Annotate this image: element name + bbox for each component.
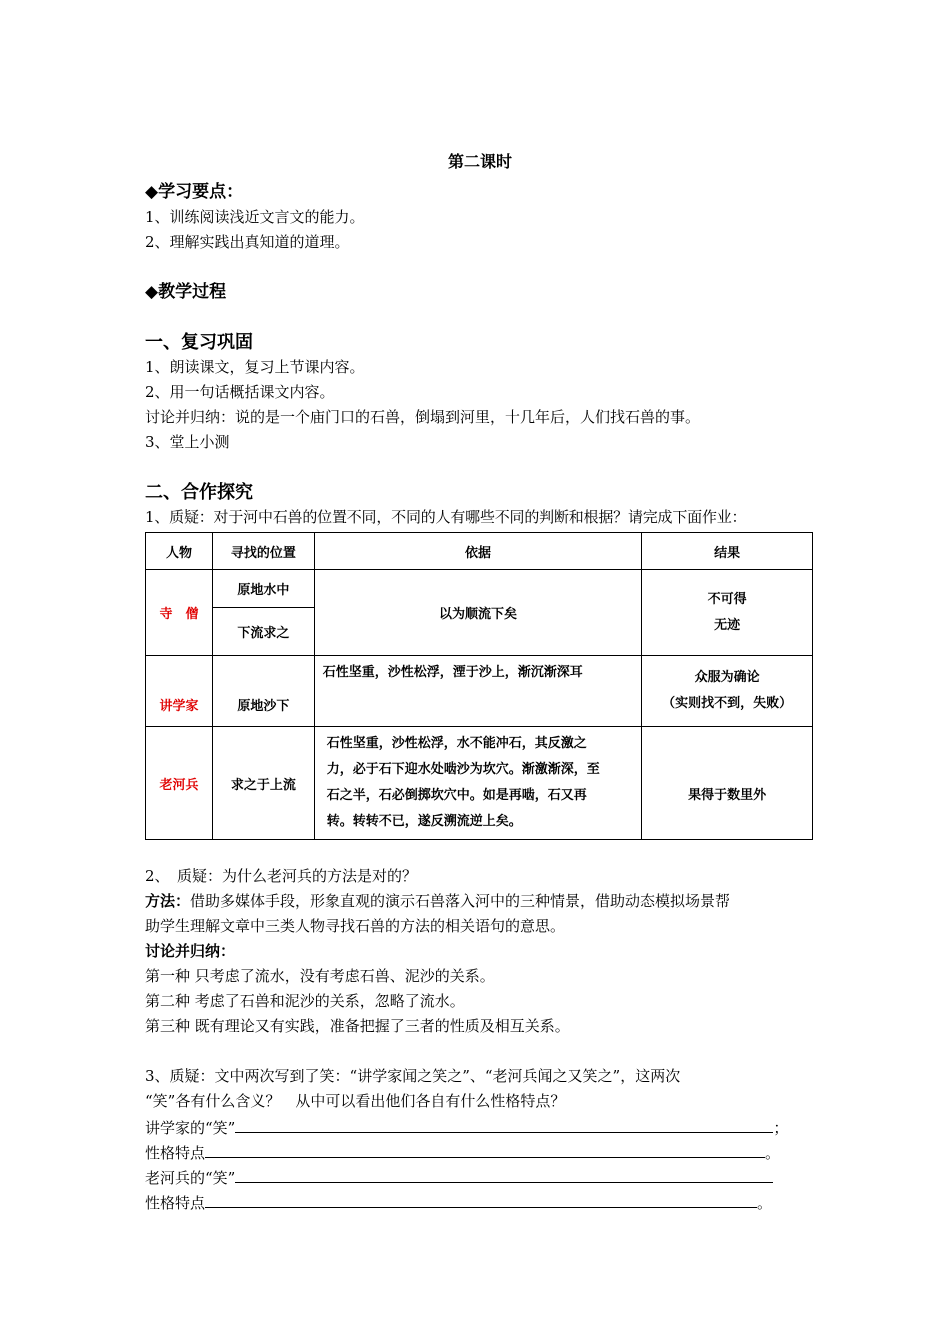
method-paragraph xyxy=(145,889,815,914)
learning-point: 2、理解实践出真知道的道理。 xyxy=(145,233,350,251)
answer-blank[interactable] xyxy=(235,1114,773,1133)
result-cell xyxy=(642,656,813,727)
header-cell: 依据 xyxy=(314,533,641,570)
fill-line xyxy=(145,1139,815,1164)
kind-item: 第二种 考虑了石兽和泥沙的关系，忽略了流水。 xyxy=(145,992,465,1010)
method-text: 助学生理解文章中三类人物寻找石兽的方法的相关语句的意思。 xyxy=(145,917,566,935)
header-cell: 人物 xyxy=(146,533,213,570)
position-cell: 原地水中 xyxy=(212,570,314,608)
result-cell: 果得于数里外 xyxy=(642,727,813,840)
result-line: （实则找不到，失败） xyxy=(662,696,793,711)
question-2: 2、 质疑：为什么老河兵的方法是对的？ xyxy=(145,867,418,885)
result-line: 不可得 xyxy=(707,591,747,607)
review-item: 3、堂上小测 xyxy=(145,433,230,451)
learning-point: 1、训练阅读浅近文言文的能力。 xyxy=(145,208,365,226)
result-line: 众服为确论 xyxy=(694,670,760,685)
basis-line: 力，必于石下迎水处啮沙为坎穴。渐激渐深，至 xyxy=(326,762,600,777)
position-cell: 原地沙下 xyxy=(212,656,314,727)
fill-line xyxy=(145,1164,815,1189)
fill-label: 老河兵的“笑” xyxy=(145,1169,236,1187)
basis-line: 石性坚重，沙性松浮，水不能冲石，其反激之 xyxy=(326,736,587,751)
person-soldier: 老河兵 xyxy=(146,727,213,840)
learning-points-heading: ◆学习要点： xyxy=(145,182,244,202)
fill-end: ； xyxy=(773,1119,789,1137)
page-title: 第二课时 xyxy=(447,152,512,171)
result-line: 无迹 xyxy=(714,617,741,633)
review-item: 2、用一句话概括课文内容。 xyxy=(145,383,335,401)
basis-cell: 以为顺流下矣 xyxy=(314,570,641,656)
fill-label: 性格特点 xyxy=(145,1144,206,1162)
question-3: 3、质疑：文中两次写到了笑：“讲学家闻之笑之”、“老河兵闻之又笑之”，这两次 xyxy=(145,1067,681,1085)
method-text: 借助多媒体手段，形象直观的演示石兽落入河中的三种情景，借助动态模拟场景帮 xyxy=(190,892,731,910)
table-row-scholar xyxy=(146,656,813,727)
review-item: 1、朗读课文，复习上节课内容。 xyxy=(145,358,365,376)
teaching-process-heading: ◆教学过程 xyxy=(145,282,227,302)
review-item: 讨论并归纳：说的是一个庙门口的石兽，倒塌到河里，十几年后，人们找石兽的事。 xyxy=(145,408,701,426)
table-row-monk xyxy=(146,570,813,608)
basis-cell: 石性坚重，沙性松浮，湮于沙上，渐沉渐深耳 xyxy=(314,656,641,727)
position-cell: 求之于上流 xyxy=(212,727,314,840)
answer-blank[interactable] xyxy=(235,1164,773,1183)
header-cell: 结果 xyxy=(642,533,813,570)
position-cell: 下流求之 xyxy=(212,608,314,656)
person-monk: 寺 僧 xyxy=(146,570,213,656)
fill-label: 性格特点 xyxy=(145,1194,206,1212)
fill-end: 。 xyxy=(757,1194,773,1212)
discuss-label: 讨论并归纳： xyxy=(145,942,236,960)
question-3: “笑”各有什么含义？ 从中可以看出他们各自有什么性格特点？ xyxy=(145,1092,566,1110)
basis-line: 石之半，石必倒掷坎穴中。如是再啮，石又再 xyxy=(326,788,587,803)
fill-end: 。 xyxy=(765,1144,781,1162)
person-scholar: 讲学家 xyxy=(146,656,213,727)
fill-label: 讲学家的“笑” xyxy=(145,1119,236,1137)
explore-heading: 二、合作探究 xyxy=(145,482,253,503)
basis-cell xyxy=(314,727,641,840)
method-label: 方法： xyxy=(145,892,191,910)
kind-item: 第一种 只考虑了流水，没有考虑石兽、泥沙的关系。 xyxy=(145,967,495,985)
table-row-soldier xyxy=(146,727,813,840)
kind-item: 第三种 既有理论又有实践，准备把握了三者的性质及相互关系。 xyxy=(145,1017,570,1035)
question-1: 1、质疑：对于河中石兽的位置不同，不同的人有哪些不同的判断和根据？请完成下面作业： xyxy=(145,508,747,526)
stone-beast-table xyxy=(145,532,813,840)
answer-blank[interactable] xyxy=(205,1139,765,1158)
result-cell xyxy=(642,570,813,656)
basis-line: 转。转转不已，遂反溯流逆上矣。 xyxy=(326,814,522,829)
fill-line xyxy=(145,1189,815,1214)
review-heading: 一、复习巩固 xyxy=(145,332,253,353)
document-page xyxy=(145,150,815,1214)
header-cell: 寻找的位置 xyxy=(212,533,314,570)
table-header-row xyxy=(146,533,813,570)
answer-blank[interactable] xyxy=(205,1189,757,1208)
fill-line xyxy=(145,1114,815,1139)
